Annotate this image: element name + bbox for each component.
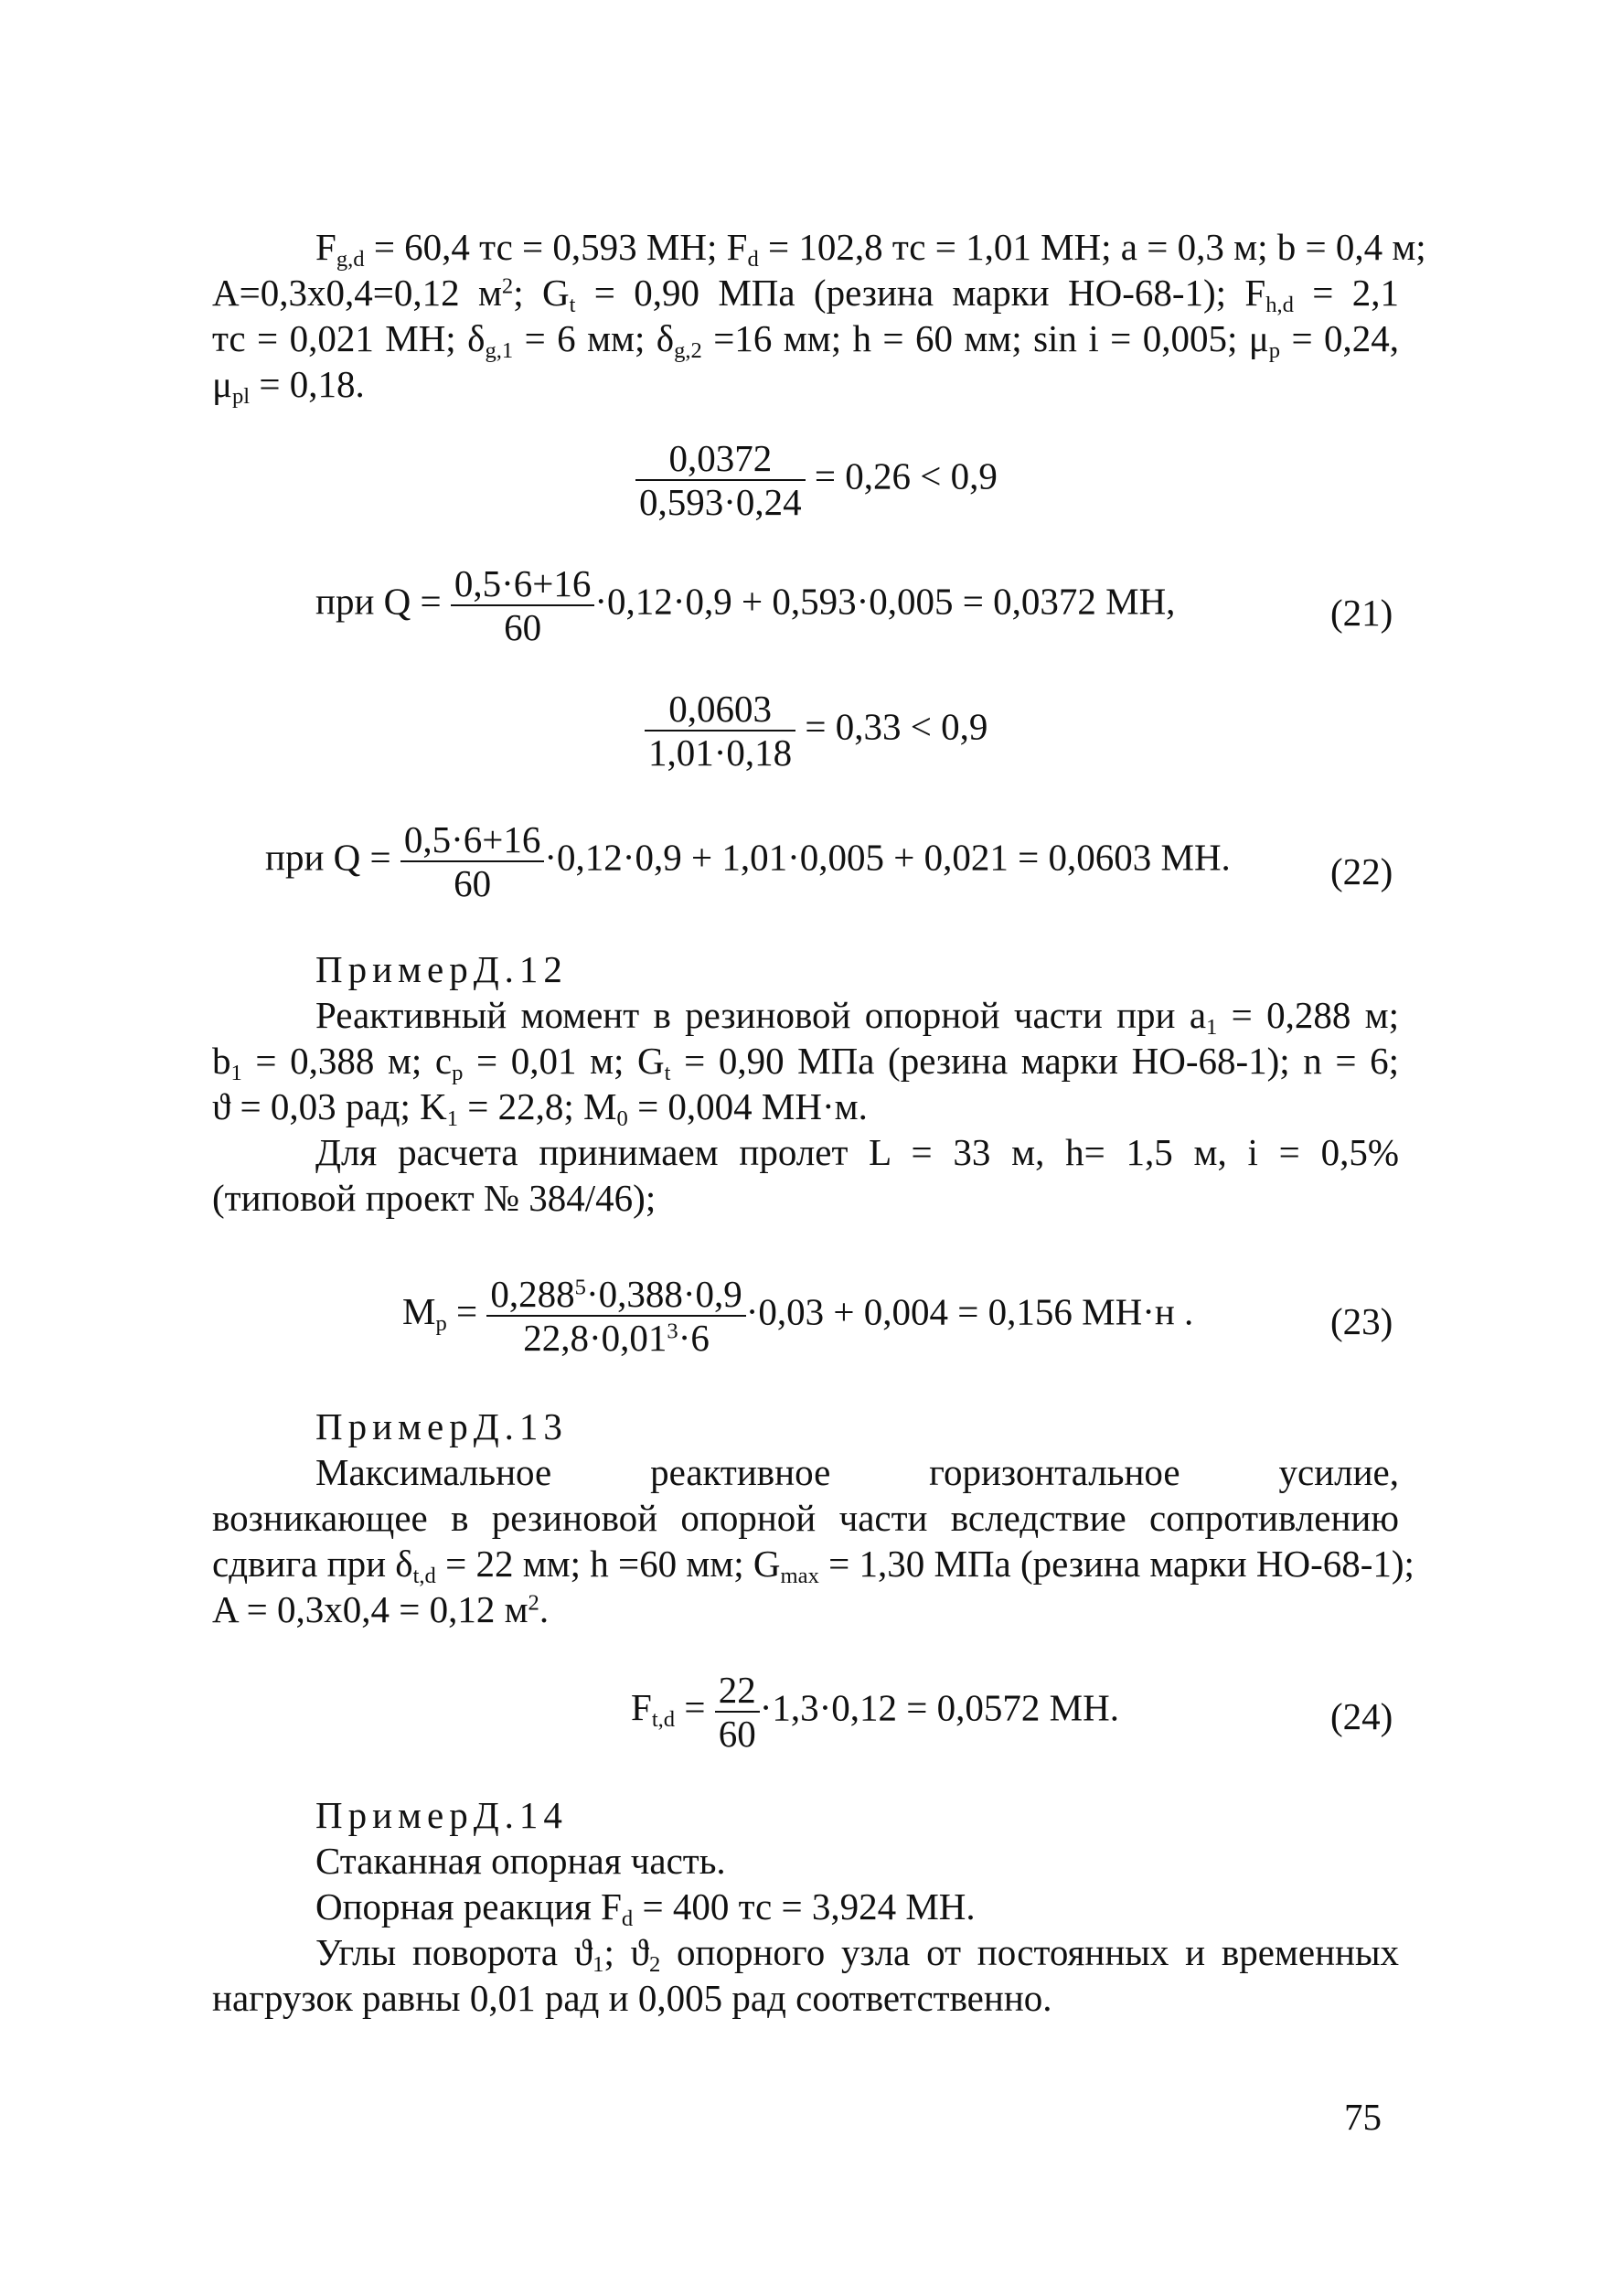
equation-22	[265, 818, 1231, 904]
equation-23-fraction	[486, 1273, 745, 1359]
check-2-result: = 0,33 < 0,9	[805, 705, 988, 748]
example-14-line-3: Углы поворота $ϑ_1$; $ϑ_2$ опорного узла от постоянных и временных	[315, 1931, 1399, 1977]
equation-23-rest: ·0,03 + 0,004 = 0,156 МН·н .	[745, 1290, 1194, 1333]
equation-22-number: (22)	[1330, 850, 1393, 892]
check-1-numerator: 0,0372	[668, 437, 773, 479]
equation-21-number: (21)	[1330, 592, 1393, 634]
example-14-line-2: Опорная реакция $F_d = 400$ тс = 3,924 МН.	[315, 1885, 976, 1931]
equation-24-numerator: 22	[718, 1669, 756, 1711]
check-1-denominator: 0,593·0,24	[635, 479, 806, 523]
check-1-fraction	[635, 437, 806, 523]
equation-21-lead: при Q =	[315, 580, 442, 623]
check-2-denominator: 1,01·0,18	[645, 730, 795, 774]
equation-24-rest: ·1,3·0,12 = 0,0572 МН.	[759, 1686, 1119, 1729]
equation-23-numerator: $0,288^5\cdot 0,388\cdot 0,9$	[490, 1273, 742, 1315]
equation-23-number: (23)	[1330, 1300, 1393, 1342]
example-13-line-2: возникающее в резиновой опорной части вследствие сопротивлению	[212, 1497, 1399, 1539]
equation-24-lead: $F_{t,d}$ =	[631, 1686, 706, 1733]
example-13-line-3: сдвига при $\delta_{t,d} = 22$ мм; h =60 мм; $G_{max} = 1,30$ МПа (резина марки НО-68-1);	[212, 1543, 1415, 1588]
check-2-fraction	[645, 688, 795, 774]
example-13-heading: ПримерД.13	[315, 1405, 568, 1447]
check-2-formula	[645, 688, 987, 774]
equation-21-fraction	[451, 562, 595, 648]
intro-line-2: A=0,3x0,4=0,12 $м^2$; $G_t = 0,90$ МПа (резина марки НО-68-1); $F_{h,d} = 2,1$	[212, 272, 1400, 317]
equation-22-lead: при Q =	[265, 836, 391, 879]
equation-24-number: (24)	[1330, 1695, 1393, 1737]
check-1-result: = 0,26 < 0,9	[814, 454, 998, 497]
equation-23-denominator: $22,8\cdot 0,01^3\cdot 6$	[486, 1315, 745, 1359]
equation-24-denominator: 60	[715, 1711, 760, 1755]
example-13-line-1: Максимальное реактивное горизонтальное усилие,	[315, 1451, 1399, 1493]
equation-21-numerator: 0,5·6+16	[454, 562, 592, 604]
page-number: 75	[1344, 2096, 1382, 2138]
check-2-numerator: 0,0603	[668, 688, 772, 730]
example-12-span-line-2: (типовой проект № 384/46);	[212, 1177, 657, 1219]
equation-21-rest: ·0,12·0,9 + 0,593·0,005 = 0,0372 МН,	[594, 580, 1176, 623]
example-12-line-2: $b_1 = 0,388$ м; $c_p = 0,01$ м; $G_t = 0,90$ МПа (резина марки НО-68-1); n = 6;	[212, 1040, 1399, 1085]
example-12-heading: ПримерД.12	[315, 948, 568, 990]
equation-22-denominator: 60	[400, 860, 545, 904]
check-1-formula	[635, 437, 998, 523]
intro-line-1: $F_{g,d} = 60,4$ тс = 0,593 МН; $F_d = 102,8$ тс = 1,01 МН; a = 0,3 м; b = 0,4 м;	[315, 226, 1426, 272]
example-14-heading: ПримерД.14	[315, 1794, 568, 1836]
equation-24	[631, 1669, 1119, 1755]
equation-21	[315, 562, 1175, 648]
example-14-line-4: нагрузок равны 0,01 рад и 0,005 рад соответственно.	[212, 1977, 1052, 2019]
equation-21-denominator: 60	[451, 604, 595, 648]
intro-line-3: тс = 0,021 МН; $\delta_{g,1} = 6$ мм; $\delta_{g,2} =16$ мм; h = 60 мм; sin i = 0,005; $\mu_p = 0,24$,	[212, 317, 1400, 363]
example-13-line-4: A = 0,3x0,4 = 0,12 $м^2$.	[212, 1588, 550, 1630]
example-12-line-1: Реактивный момент в резиновой опорной части при $a_1 = 0,288$ м;	[315, 994, 1399, 1040]
equation-23	[402, 1273, 1193, 1359]
intro-line-4: $\mu_{pl} = 0,18$.	[212, 363, 365, 409]
equation-22-fraction	[400, 818, 545, 904]
equation-22-rest: ·0,12·0,9 + 1,01·0,005 + 0,021 = 0,0603 МН.	[544, 836, 1231, 879]
example-14-line-1: Стаканная опорная часть.	[315, 1840, 726, 1882]
example-12-line-3: ϑ = 0,03 рад; $K_1 = 22,8$; $M_0 = 0,004$ МН·м.	[212, 1085, 868, 1131]
example-12-span-line-1: Для расчета принимаем пролет L = 33 м, h= 1,5 м, i = 0,5%	[315, 1131, 1399, 1173]
equation-24-fraction	[715, 1669, 760, 1755]
equation-23-lead: $M_p$ =	[402, 1290, 478, 1337]
equation-22-numerator: 0,5·6+16	[403, 818, 541, 860]
